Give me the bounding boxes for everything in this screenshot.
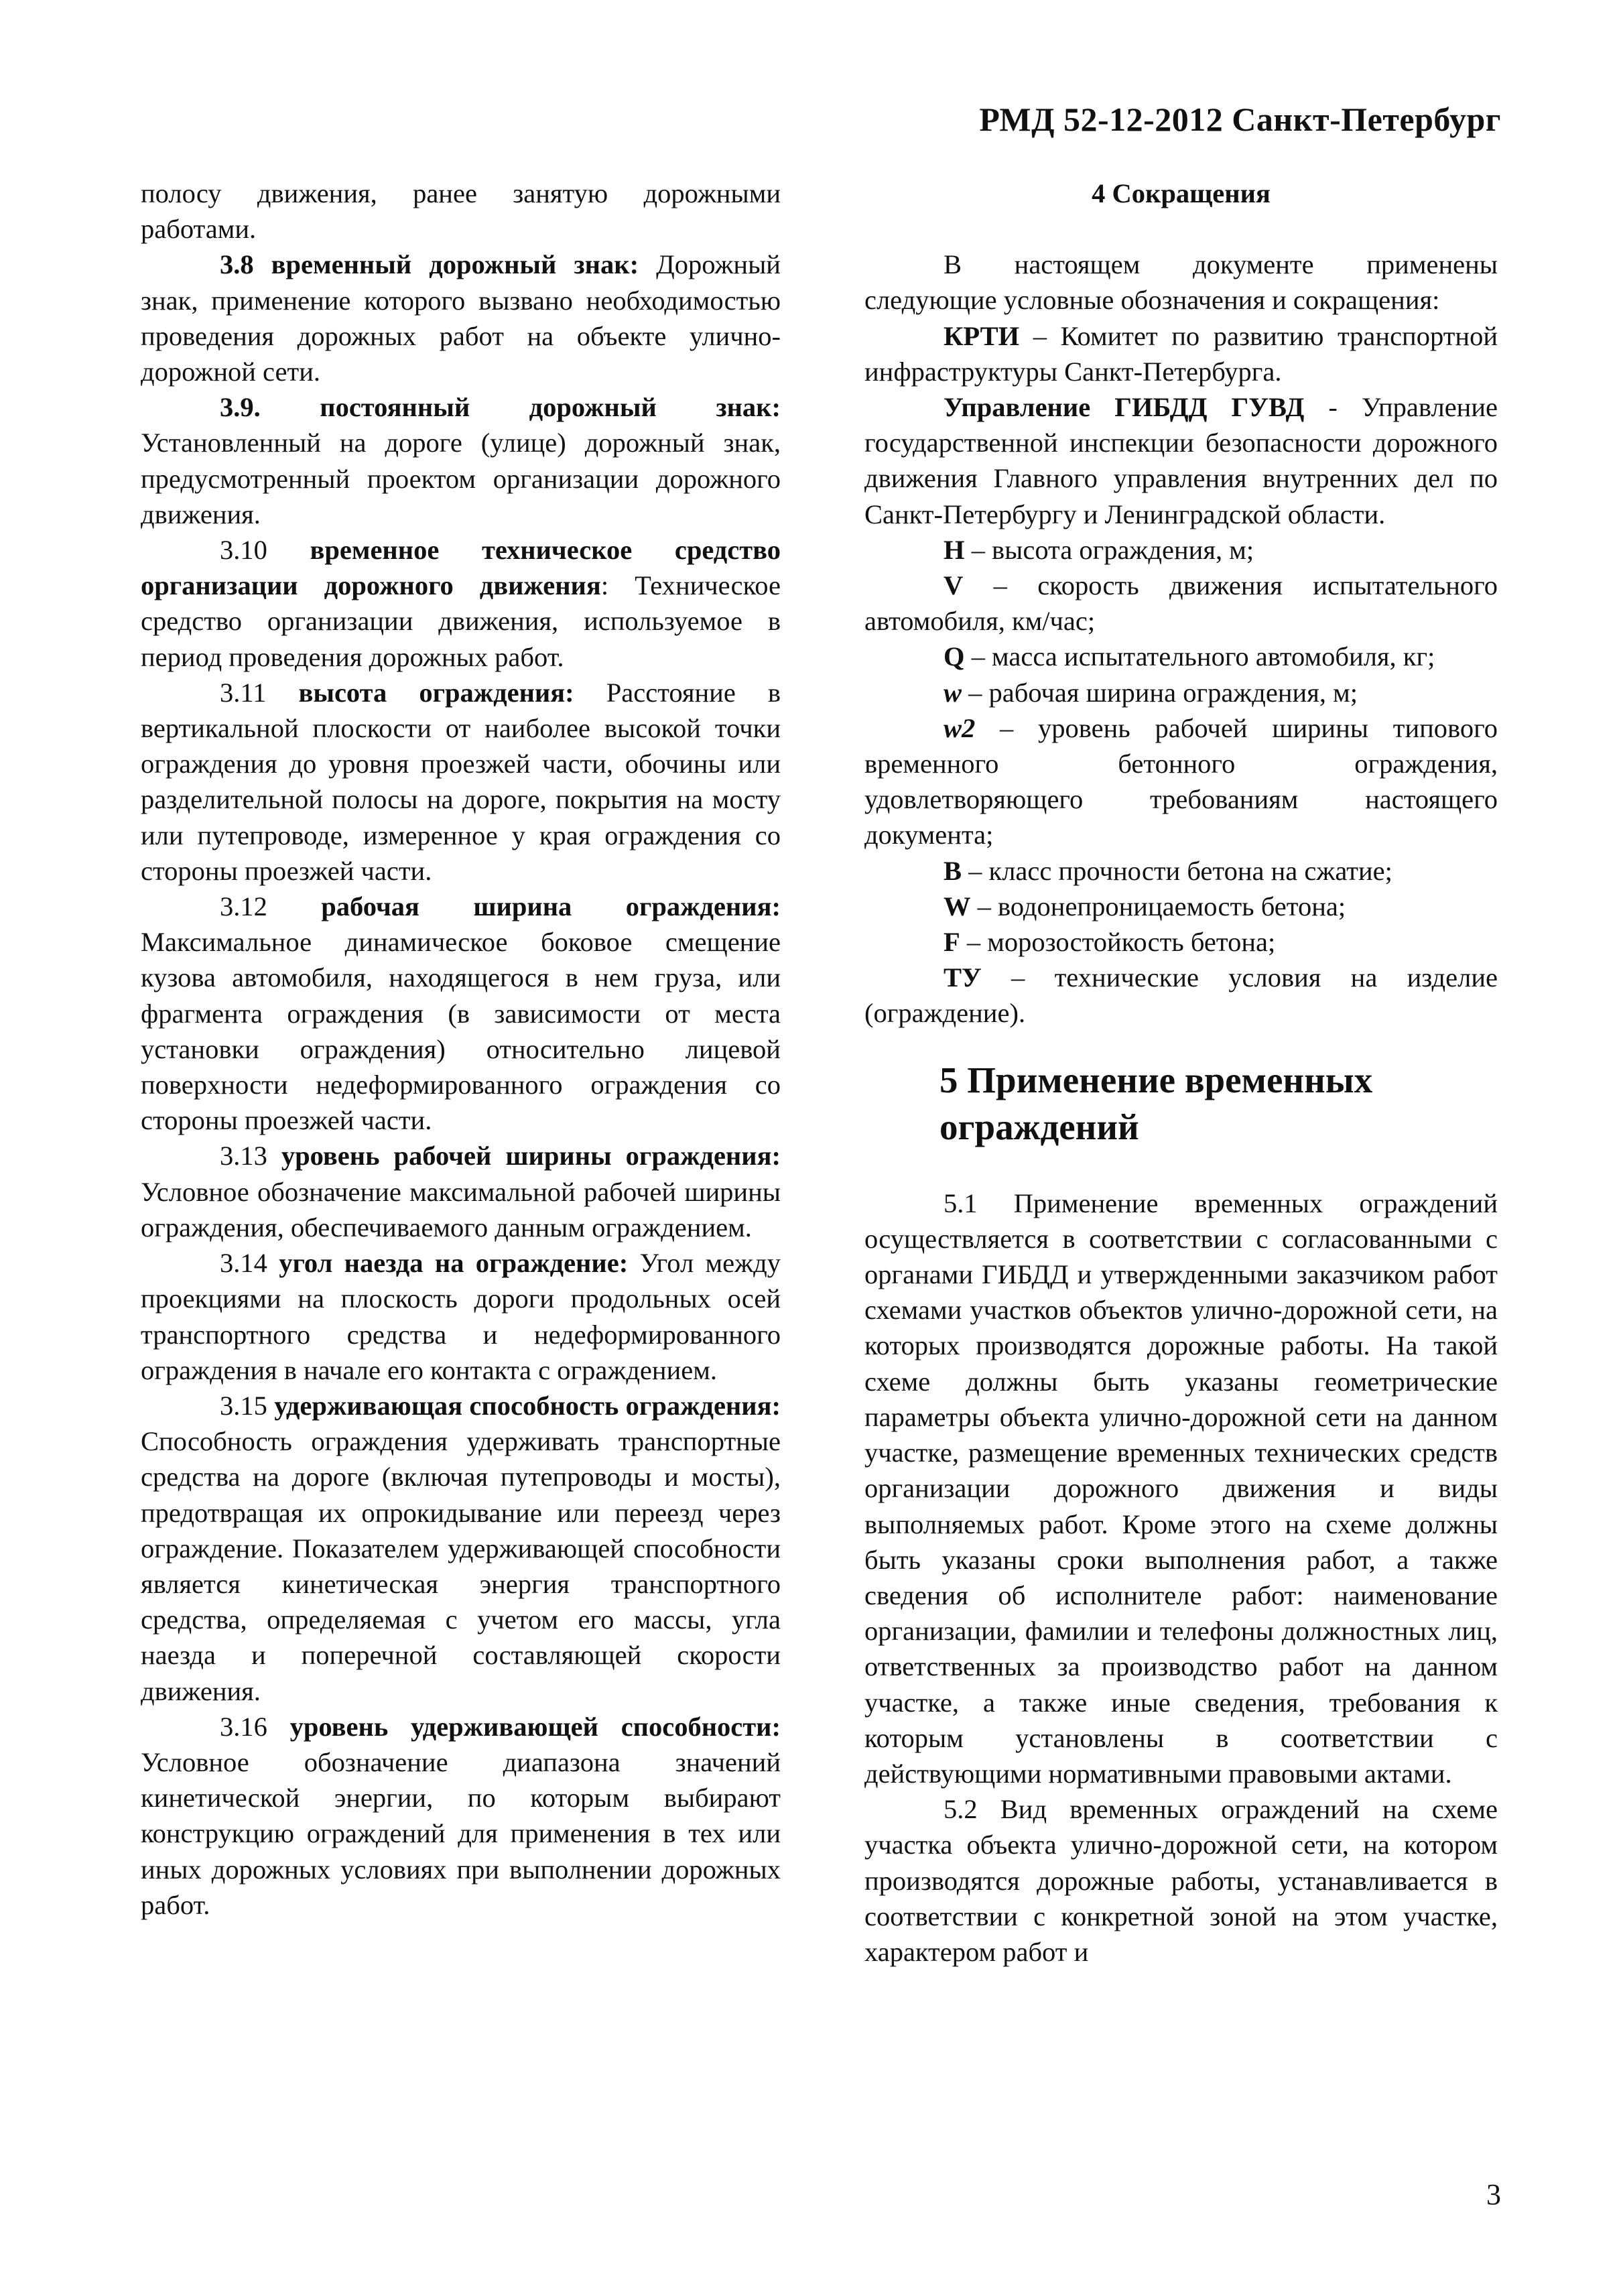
paragraph-5-2: 5.2 Вид временных ограждений на схеме участка объекта улично-дорожной сети, на котором производятся дорожные работы, устанавливается в соответствии с конкретной зоной на этом участке, характером работ и xyxy=(864,1794,1498,1967)
abbr-term: F xyxy=(944,927,960,958)
definition-text: Установленный на дороге (улице) дорожный знак, предусмотренный проектом организации дорожного движения. xyxy=(141,428,781,529)
definition-3-11 xyxy=(141,675,781,889)
abbr-text: – морозостойкость бетона; xyxy=(960,927,1276,958)
abbr-text: – класс прочности бетона на сжатие; xyxy=(962,855,1392,886)
document-code-header: РМД 52-12-2012 Санкт-Петербург xyxy=(979,101,1501,138)
clause-number: 3.15 xyxy=(220,1390,275,1421)
section-4-title: 4 Сокращения xyxy=(1092,178,1271,208)
definition-text: Условное обозначение диапазона значений кинетической энергии, по которым выбирают конструкцию ограждений для применения в тех или иных дорожных условиях при выполнении дорожных работ. xyxy=(141,1746,781,1920)
abbr-text: – высота ограждения, м; xyxy=(964,534,1254,565)
abbreviation-h xyxy=(864,532,1498,568)
abbreviation-b xyxy=(864,853,1498,889)
clause-number: 3.10 xyxy=(220,535,310,566)
definition-3-14 xyxy=(141,1245,781,1388)
definition-text: : Техническое средство организации движения, используемое в период проведения дорожных работ. xyxy=(141,570,781,672)
term: 3.9. постоянный дорожный знак: xyxy=(220,392,781,423)
definition-text: Расстояние в вертикальной плоскости от наиболее высокой точки ограждения до уровня проезжей части, обочины или разделительной полосы на дороге, покрытия на мосту или путепроводе, измеренное у края ограждения со стороны проезжей части. xyxy=(141,677,781,886)
clause-number: 3.14 xyxy=(220,1248,279,1279)
abbreviation-v xyxy=(864,568,1498,639)
abbreviation-gibdd xyxy=(864,389,1498,532)
clause-number: 3.13 xyxy=(220,1141,281,1171)
abbr-term: Управление ГИБДД ГУВД xyxy=(944,392,1305,423)
abbr-text: – масса испытательного автомобиля, кг; xyxy=(964,641,1435,672)
abbreviation-w xyxy=(864,675,1498,710)
term: 3.8 временный дорожный знак: xyxy=(220,249,639,280)
clause-number: 3.12 xyxy=(220,891,322,922)
abbreviations-intro: В настоящем документе применены следующие условные обозначения и сокращения: xyxy=(864,249,1498,316)
definition-3-8 xyxy=(141,247,781,389)
paragraph-continuation: полосу движения, ранее занятую дорожными работами. xyxy=(141,178,781,245)
abbr-text: – Комитет по развитию транспортной инфраструктуры Санкт-Петербурга. xyxy=(864,320,1498,387)
abbr-text: – скорость движения испытательного автомобиля, км/час; xyxy=(864,570,1498,637)
definition-text: Условное обозначение максимальной рабочей ширины ограждения, обеспечиваемого данным ограждением. xyxy=(141,1176,781,1242)
definition-3-16 xyxy=(141,1709,781,1923)
clause-number: 3.16 xyxy=(220,1711,290,1742)
section-5-title: 5 Применение временных ограждений xyxy=(939,1059,1373,1147)
right-column xyxy=(864,176,1498,1970)
abbreviation-q xyxy=(864,639,1498,674)
term: уровень удерживающей способности: xyxy=(289,1711,781,1742)
term: рабочая ширина ограждения: xyxy=(321,891,781,922)
abbreviation-tu xyxy=(864,960,1498,1031)
abbr-term: W xyxy=(944,891,971,921)
abbr-term: w xyxy=(944,677,962,708)
abbreviation-w2 xyxy=(864,710,1498,853)
clause-number: 3.11 xyxy=(220,677,299,708)
abbreviation-krti xyxy=(864,318,1498,389)
definition-3-12 xyxy=(141,889,781,1138)
definition-text: Угол между проекциями на плоскость дороги продольных осей транспортного средства и недеформированного ограждения в начале его контакта с ограждением. xyxy=(141,1248,781,1385)
definition-3-9 xyxy=(141,389,781,532)
abbr-term: w2 xyxy=(944,712,976,743)
definition-3-13 xyxy=(141,1138,781,1245)
abbr-text: - Управление государственной инспекции безопасности дорожного движения Главного управления внутренних дел по Санкт-Петербургу и Ленинградской области. xyxy=(864,392,1498,529)
definition-text: Дорожный знак, применение которого вызвано необходимостью проведения дорожных работ на объекте улично-дорожной сети. xyxy=(141,249,781,387)
paragraph-5-1: 5.1 Применение временных ограждений осуществляется в соответствии с согласованными с органами ГИБДД и утвержденными заказчиком работ схемами участков объектов улично-дорожной сети, на которых производятся дорожные работы. На такой схеме должны быть указаны геометрические параметры объекта улично-дорожной сети на данном участке, размещение временных технических средств организации дорожного движения и виды выполняемых работ. Кроме этого на схеме должны быть указаны сроки выполнения работ, а также сведения об исполнителе работ: наименование организации, фамилии и телефоны должностных лиц, ответственных за производство работ на данном участке, а также иные сведения, требования к которым установлены в соответствии с действующими нормативными правовыми актами. xyxy=(864,1188,1498,1789)
abbreviation-w-water xyxy=(864,889,1498,924)
term: угол наезда на ограждение: xyxy=(279,1248,629,1279)
abbr-term: ТУ xyxy=(944,962,982,993)
abbr-term: V xyxy=(944,570,964,601)
term: удерживающая способность ограждения: xyxy=(274,1390,781,1421)
term: временное техническое средство организации дорожного движения xyxy=(141,535,781,601)
definition-3-10 xyxy=(141,532,781,675)
abbreviation-f xyxy=(864,924,1498,960)
abbr-term: Q xyxy=(944,641,965,672)
abbr-term: H xyxy=(944,534,965,565)
abbr-text: – технические условия на изделие (ограждение). xyxy=(864,962,1498,1029)
definition-3-15 xyxy=(141,1388,781,1709)
page-number: 3 xyxy=(1486,2178,1501,2211)
term: высота ограждения: xyxy=(298,677,574,708)
definition-text: Максимальное динамическое боковое смещение кузова автомобиля, находящегося в нем груза, или фрагмента ограждения (в зависимости от места установки ограждения) относительно лицевой поверхности недеформированного ограждения со стороны проезжей части. xyxy=(141,927,781,1136)
abbr-text: – водонепроницаемость бетона; xyxy=(970,891,1346,921)
abbr-text: – уровень рабочей ширины типового временного бетонного ограждения, удовлетворяющего требованиям настоящего документа; xyxy=(864,712,1498,850)
left-column xyxy=(141,176,781,1923)
definition-text: Способность ограждения удерживать транспортные средства на дороге (включая путепроводы и мосты), предотвращая их опрокидывание или переезд через ограждение. Показателем удерживающей способности является кинетическая энергия транспортного средства, определяемая с учетом его массы, угла наезда и поперечной составляющей скорости движения. xyxy=(141,1426,781,1706)
term: уровень рабочей ширины ограждения: xyxy=(281,1141,781,1171)
abbr-text: – рабочая ширина ограждения, м; xyxy=(962,677,1358,708)
abbr-term: КРТИ xyxy=(944,320,1020,351)
abbr-term: B xyxy=(944,855,962,886)
